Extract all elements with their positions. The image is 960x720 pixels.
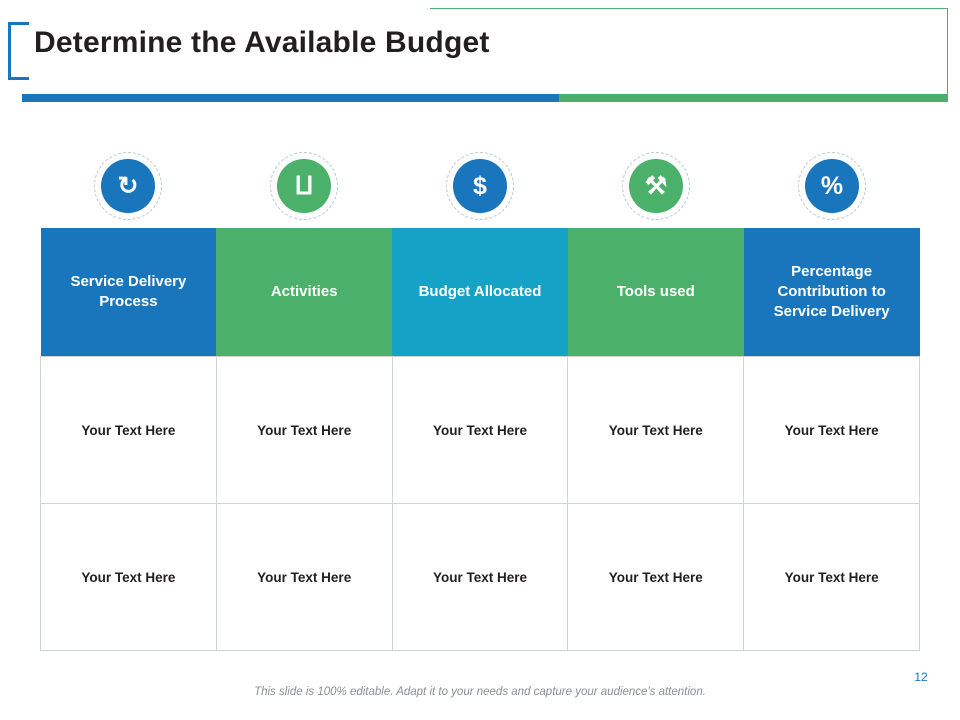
activity-pulse-icon-glyph: ⨿ bbox=[294, 171, 313, 200]
slide-header bbox=[0, 0, 960, 104]
tools-wrench-icon-glyph: ⚒ bbox=[644, 171, 668, 200]
icon-cell-1 bbox=[40, 150, 216, 222]
table-cell[interactable]: Your Text Here bbox=[392, 357, 568, 504]
table-cell[interactable]: Your Text Here bbox=[744, 504, 920, 651]
table-cell[interactable]: Your Text Here bbox=[41, 357, 217, 504]
header-frame-right-line bbox=[947, 8, 948, 96]
header-left-bracket bbox=[8, 22, 29, 80]
process-cycle-icon-glyph: ↻ bbox=[117, 171, 139, 200]
table-header-budget-allocated: Budget Allocated bbox=[392, 228, 568, 357]
activity-pulse-icon bbox=[277, 159, 331, 213]
table-cell[interactable]: Your Text Here bbox=[568, 504, 744, 651]
budget-table bbox=[40, 228, 920, 651]
tools-wrench-icon bbox=[629, 159, 683, 213]
icon-cell-5 bbox=[744, 150, 920, 222]
table-cell[interactable]: Your Text Here bbox=[216, 357, 392, 504]
percentage-icon bbox=[805, 159, 859, 213]
dollar-budget-icon bbox=[453, 159, 507, 213]
table-header-service-delivery-process: Service Delivery Process bbox=[41, 228, 217, 357]
dollar-budget-icon-glyph: $ bbox=[473, 171, 487, 200]
header-rule-green bbox=[559, 94, 948, 102]
table-header-activities: Activities bbox=[216, 228, 392, 357]
icon-row bbox=[40, 150, 920, 222]
icon-cell-3 bbox=[392, 150, 568, 222]
header-rule-blue bbox=[22, 94, 559, 102]
footer-note: This slide is 100% editable. Adapt it to your needs and capture your audience's attention. bbox=[254, 686, 706, 698]
table-header-tools-used: Tools used bbox=[568, 228, 744, 357]
table-header-percentage-contribution: Percentage Contribution to Service Delivery bbox=[744, 228, 920, 357]
process-cycle-icon bbox=[101, 159, 155, 213]
icon-cell-4 bbox=[568, 150, 744, 222]
table-cell[interactable]: Your Text Here bbox=[41, 504, 217, 651]
icon-ring bbox=[622, 152, 690, 220]
icon-ring bbox=[798, 152, 866, 220]
table-cell[interactable]: Your Text Here bbox=[568, 357, 744, 504]
header-frame-top-line bbox=[430, 8, 948, 9]
table-row bbox=[41, 357, 920, 504]
page-title: Determine the Available Budget bbox=[34, 26, 490, 59]
table-cell[interactable]: Your Text Here bbox=[392, 504, 568, 651]
table-cell[interactable]: Your Text Here bbox=[216, 504, 392, 651]
table-cell[interactable]: Your Text Here bbox=[744, 357, 920, 504]
page-number: 12 bbox=[914, 670, 928, 684]
table-row bbox=[41, 504, 920, 651]
percentage-icon-glyph: % bbox=[820, 171, 844, 200]
icon-ring bbox=[270, 152, 338, 220]
icon-cell-2 bbox=[216, 150, 392, 222]
table-header-row bbox=[41, 228, 920, 357]
icon-ring bbox=[446, 152, 514, 220]
icon-ring bbox=[94, 152, 162, 220]
